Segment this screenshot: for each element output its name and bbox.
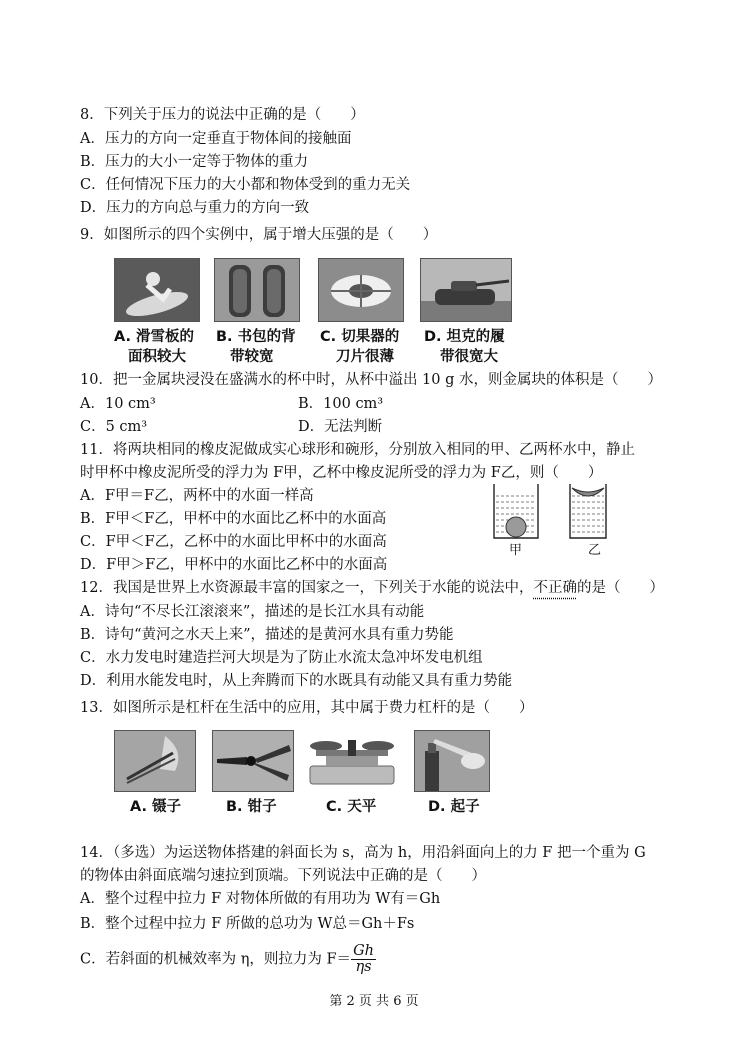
q14-stem-line2: 的物体由斜面底端匀速拉到顶端。下列说法中正确的是（ ） [80,868,486,884]
q9-caption-a-line2: 面积较大 [128,349,186,365]
q14-stem-line1: 14．（多选）为运送物体搭建的斜面长为 s，高为 h，用沿斜面向上的力 F 把一个重为 G [80,845,646,861]
q9-caption-b-line1: B. 书包的背 [216,329,296,345]
q14-option-c [80,944,376,975]
q13-caption-d: D. 起子 [428,799,480,815]
q8-option-c: C．任何情况下压力的大小都和物体受到的重力无关 [80,177,411,193]
q14-fraction-denominator: ηs [355,959,372,975]
balance-photo [306,730,398,790]
q9-caption-d-line2: 带很宽大 [440,349,498,365]
q12-option-c: C．水力发电时建造拦河大坝是为了防止水流太急冲坏发电机组 [80,650,483,666]
q12-stem-part1: 12．我国是世界上水资源最丰富的国家之一，下列关于水能的说法中， [80,580,534,596]
q11-option-d: D．F甲＞F乙，甲杯中的水面比乙杯中的水面高 [80,557,388,573]
q8-option-d: D．压力的方向总与重力的方向一致 [80,200,310,216]
q12-option-d: D．利用水能发电时，从上奔腾而下的水既具有动能又具有重力势能 [80,673,513,689]
snowboard-photo [114,258,200,322]
q14-option-c-text: C．若斜面的机械效率为 η，则拉力为 F＝ [80,951,352,968]
beaker-label-jia: 甲 [509,543,523,558]
q10-stem: 10．把一金属块浸没在盛满水的杯中时，从杯中溢出 10 g 水，则金属块的体积是（ ） [80,372,663,388]
q14-option-a: A．整个过程中拉力 F 对物体所做的有用功为 W有＝Gh [80,891,441,907]
page-footer: 第 2 页 共 6 页 [329,994,419,1009]
q12-stem-part2: 的是（ ） [576,580,664,596]
q11-option-c: C．F甲＜F乙，乙杯中的水面比甲杯中的水面高 [80,534,387,550]
q12-option-a: A．诗句“不尽长江滚滚来”，描述的是长江水具有动能 [80,604,425,620]
q12-stem [80,577,664,599]
q9-caption-a-line1: A. 滑雪板的 [114,329,195,345]
tank-photo [420,258,512,322]
beaker-label-yi: 乙 [588,543,602,558]
q11-option-b: B．F甲＜F乙，甲杯中的水面比乙杯中的水面高 [80,511,387,527]
q12-stem-emphasis: 不正确 [533,580,577,596]
q9-stem: 9．如图所示的四个实例中，属于增大压强的是（ ） [80,227,438,243]
q8-option-a: A．压力的方向一定垂直于物体间的接触面 [80,131,352,147]
q13-caption-c: C. 天平 [326,799,377,815]
q13-caption-a: A. 镊子 [130,799,182,815]
q11-stem-line2: 时甲杯中橡皮泥所受的浮力为 F甲，乙杯中橡皮泥所受的浮力为 F乙，则（ ） [80,465,603,481]
bottle-opener-photo [414,730,490,792]
q14-fraction-numerator: Gh [353,943,374,959]
q9-caption-c-line2: 刀片很薄 [336,349,394,365]
q9-caption-b-line2: 带较宽 [230,349,274,365]
q14-option-b: B．整个过程中拉力 F 所做的总功为 W总＝Gh＋Fs [80,916,415,932]
pliers-photo [212,730,294,792]
beakers-diagram [490,482,610,542]
q14-fraction [351,944,376,975]
q11-stem-line1: 11．将两块相同的橡皮泥做成实心球形和碗形，分别放入相同的甲、乙两杯水中，静止 [80,442,635,458]
q10-option-a: A．10 cm³ [80,396,156,412]
q10-option-c: C．5 cm³ [80,419,148,435]
q9-caption-d-line1: D. 坦克的履 [424,329,505,345]
q8-option-b: B．压力的大小一定等于物体的重力 [80,154,309,170]
backpack-photo [214,258,300,322]
q8-stem: 8．下列关于压力的说法中正确的是（ ） [80,107,365,123]
q13-stem: 13．如图所示是杠杆在生活中的应用，其中属于费力杠杆的是（ ） [80,700,534,716]
tweezers-photo [114,730,196,792]
q9-caption-c-line1: C. 切果器的 [320,329,400,345]
q12-option-b: B．诗句“黄河之水天上来”，描述的是黄河水具有重力势能 [80,627,454,643]
q11-option-a: A．F甲＝F乙，两杯中的水面一样高 [80,488,314,504]
fruit-cutter-photo [318,258,404,322]
q10-option-d: D．无法判断 [298,419,383,435]
q13-caption-b: B. 钳子 [226,799,277,815]
q10-option-b: B．100 cm³ [298,396,384,412]
